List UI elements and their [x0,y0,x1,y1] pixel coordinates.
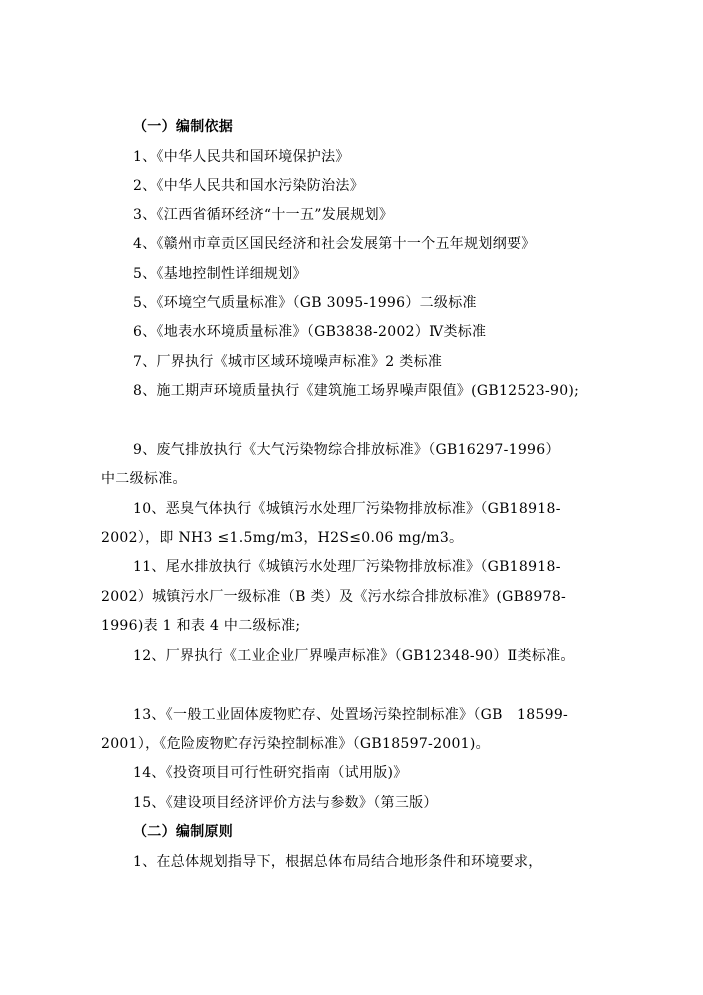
basis-item-13-line1: 13、《一般工业固体废物贮存、处置场污染控制标准》（GB 18599- [133,707,569,723]
basis-item: 2、《中华人民共和国水污染防治法》 [133,178,365,194]
basis-item-11-line1: 11、尾水排放执行《城镇污水处理厂污染物排放标准》（GB18918- [133,559,561,575]
basis-item-9-line1: 9、废气排放执行《大气污染物综合排放标准》（GB16297-1996） [133,442,560,458]
basis-item-10-line2: 2002），即 NH3 ≤1.5mg/m3，H2S≤0.06 mg/m3。 [101,530,464,546]
section-heading-principles: （二）编制原则 [133,824,234,840]
principle-item: 1、在总体规划指导下，根据总体布局结合地形条件和环境要求， [133,854,543,870]
basis-item: 5、《基地控制性详细规划》 [133,266,307,282]
basis-item: 1、《中华人民共和国环境保护法》 [133,149,350,165]
basis-item: 5、《环境空气质量标准》（GB 3095-1996）二级标准 [133,295,477,311]
basis-item: 4、《赣州市章贡区国民经济和社会发展第十一个五年规划纲要》 [133,236,536,252]
basis-item-10-line1: 10、恶臭气体执行《城镇污水处理厂污染物排放标准》（GB18918- [133,501,561,517]
basis-item-12: 12、厂界执行《工业企业厂界噪声标准》（GB12348-90）Ⅱ类标准。 [133,648,575,664]
basis-item-14: 14、《投资项目可行性研究指南（试用版)》 [133,765,408,781]
section-heading-basis: （一）编制依据 [133,119,234,135]
basis-item-13-line2: 2001），《危险废物贮存污染控制标准》（GB18597-2001)。 [101,736,490,752]
basis-item-9-line2: 中二级标准。 [101,471,187,487]
basis-item-11-line2: 2002）城镇污水厂一级标准（B 类）及《污水综合排放标准》(GB8978- [101,589,567,605]
basis-item: 8、施工期声环境质量执行《建筑施工场界噪声限值》(GB12523-90); [133,383,580,399]
basis-item: 6、《地表水环境质量标准》（GB3838-2002）Ⅳ类标准 [133,324,487,340]
basis-item: 3、《江西省循环经济“十一五”发展规划》 [133,207,394,223]
basis-item-11-line3: 1996)表 1 和表 4 中二级标准; [101,618,301,634]
basis-item: 7、厂界执行《城市区域环境噪声标准》2 类标准 [133,354,443,370]
basis-item-15: 15、《建设项目经济评价方法与参数》（第三版） [133,795,438,811]
